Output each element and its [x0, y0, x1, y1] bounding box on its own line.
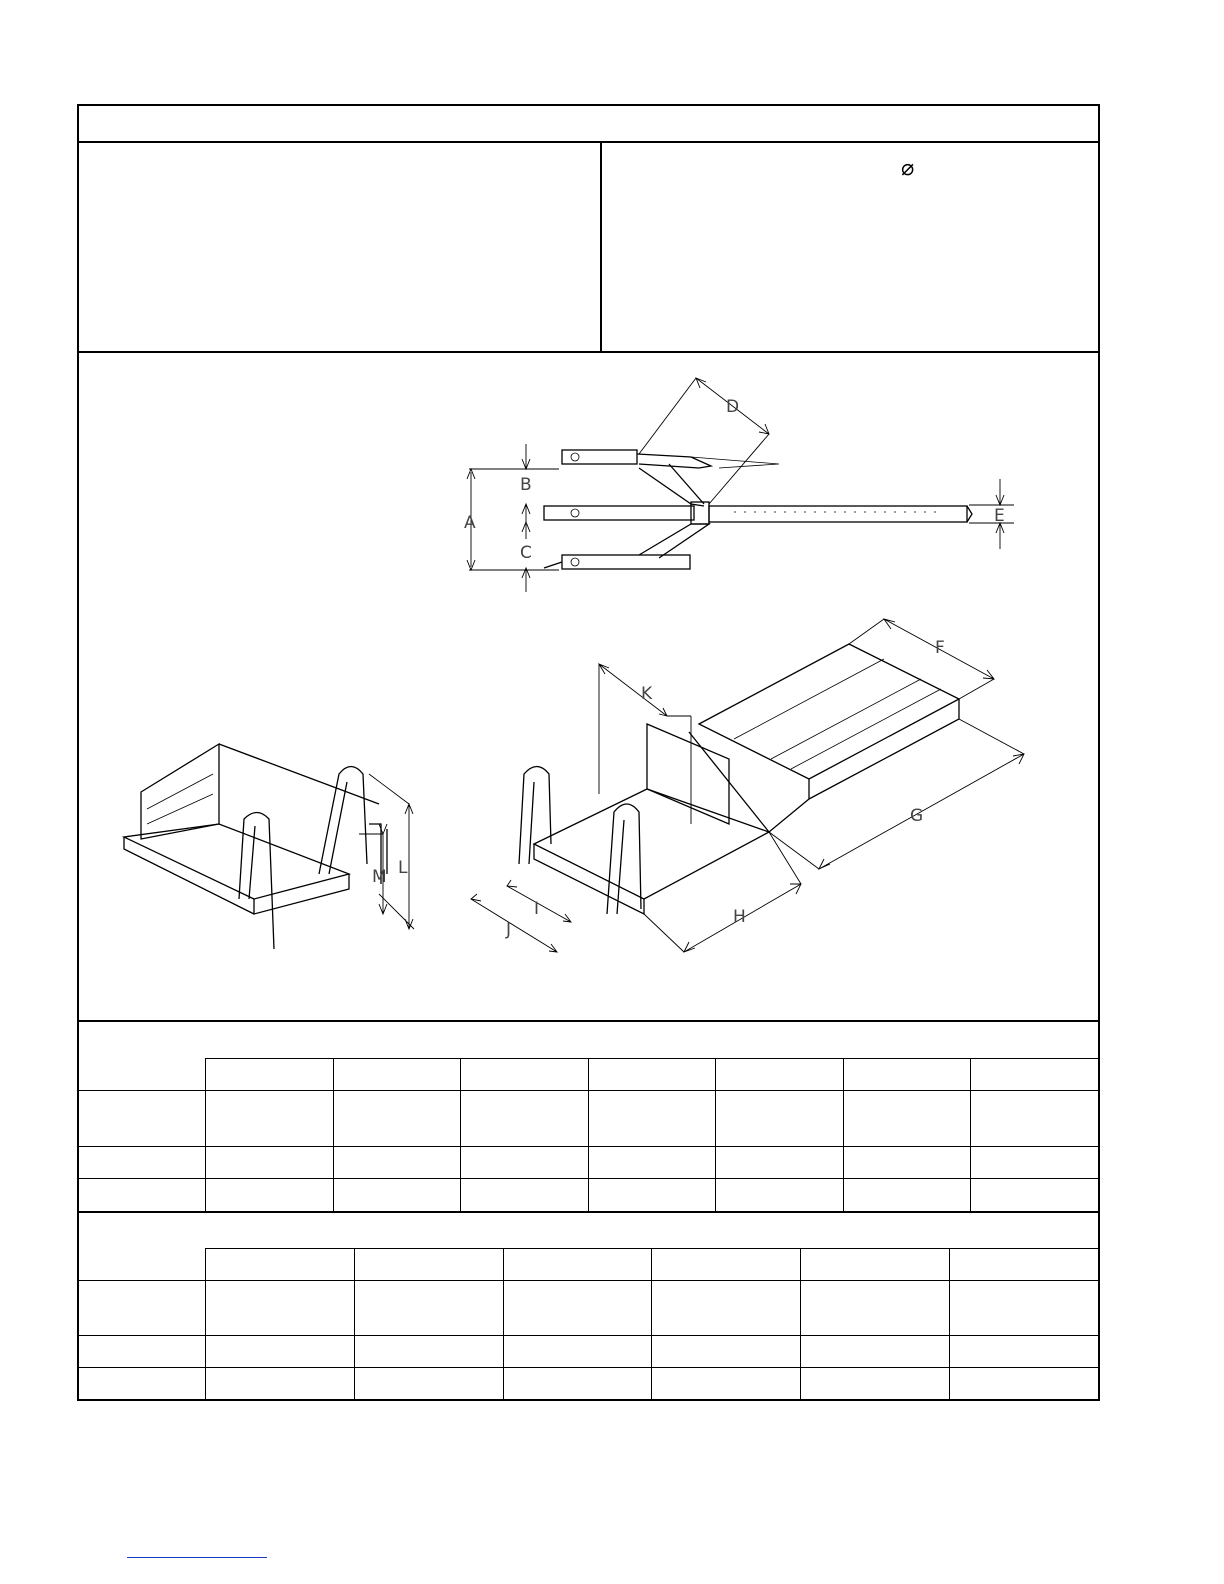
dim-b-label: B	[520, 475, 532, 495]
deployed-backplate	[647, 724, 729, 824]
middle-arm-pivot	[571, 509, 579, 517]
dim-j-lines	[471, 894, 557, 952]
specification-sheet	[77, 104, 1100, 1401]
stowed-rail-front	[239, 813, 274, 950]
stowed-view	[124, 744, 414, 949]
dim-i-label: I	[534, 899, 540, 919]
dim-e-lines	[969, 479, 1014, 549]
dim-l-label: L	[398, 858, 408, 878]
deployed-platform-far	[699, 644, 959, 779]
table2-col-5	[800, 1248, 949, 1399]
dim-g-lines	[769, 719, 1024, 869]
dimension-table-2	[79, 1213, 1098, 1399]
deployed-platform-panels	[734, 659, 941, 769]
lift-dimension-svg	[79, 354, 1098, 1020]
dim-j-label: J	[506, 920, 512, 940]
dim-g-label: G	[910, 806, 924, 826]
upper-arm-pivot	[571, 453, 579, 461]
deployed-platform-side	[689, 732, 809, 832]
table1-col-4	[588, 1058, 716, 1212]
dim-h-lines	[644, 832, 801, 952]
dim-a-label: A	[464, 513, 476, 533]
dim-m-label: M	[372, 867, 387, 887]
table1-col-1	[205, 1058, 333, 1212]
lower-arm-foot	[544, 562, 562, 568]
diameter-symbol: ⌀	[901, 156, 915, 181]
dim-c-label: C	[520, 543, 532, 563]
stowed-top-line	[219, 744, 379, 804]
stowed-rail-rear	[319, 767, 367, 875]
dim-d-label: D	[726, 397, 740, 417]
header-divider	[79, 141, 1098, 143]
dim-l-lines	[369, 774, 414, 929]
dim-k-label: K	[641, 684, 653, 704]
table1-col-6	[843, 1058, 971, 1212]
table1-col-3	[460, 1058, 588, 1212]
stowed-platform-side	[124, 837, 254, 914]
deployed-platform-edge	[809, 699, 959, 799]
deployed-view	[471, 619, 1024, 952]
footer-link-underline[interactable]	[127, 1557, 267, 1558]
dim-f-label: F	[935, 638, 945, 658]
table2-col-2	[354, 1248, 503, 1399]
info-bottom-divider	[79, 351, 1098, 353]
table2-col-6	[949, 1248, 1098, 1399]
info-divider	[600, 143, 602, 351]
deployed-platform-near-edge	[534, 844, 644, 914]
middle-arm-block	[544, 506, 694, 520]
table1-col-2	[333, 1058, 461, 1212]
upper-arm-block	[562, 450, 637, 464]
dimension-table-1	[79, 1022, 1098, 1212]
table2-col-1	[205, 1248, 354, 1399]
beam-end	[967, 506, 972, 522]
dim-f-lines	[849, 619, 994, 699]
lower-arm-pivot	[571, 558, 579, 566]
stowed-platform-edge	[254, 874, 349, 914]
dim-h-label: H	[733, 907, 746, 927]
dim-d-lines	[639, 378, 769, 504]
dim-e-label: E	[994, 506, 1005, 526]
table1-col-7	[970, 1058, 1098, 1212]
table2-columns	[205, 1248, 1098, 1399]
table1-columns	[205, 1058, 1098, 1212]
top-view	[464, 378, 1014, 592]
table2-col-3	[503, 1248, 652, 1399]
lower-arm-block	[562, 555, 690, 569]
lower-brace	[639, 524, 709, 558]
extended-beam	[709, 506, 967, 522]
table2-col-4	[651, 1248, 800, 1399]
upper-arm-link	[637, 454, 711, 468]
table1-col-5	[715, 1058, 843, 1212]
deployed-platform-near	[534, 789, 769, 899]
lift-dimension-drawing	[79, 354, 1098, 1020]
upper-brace	[639, 464, 704, 506]
